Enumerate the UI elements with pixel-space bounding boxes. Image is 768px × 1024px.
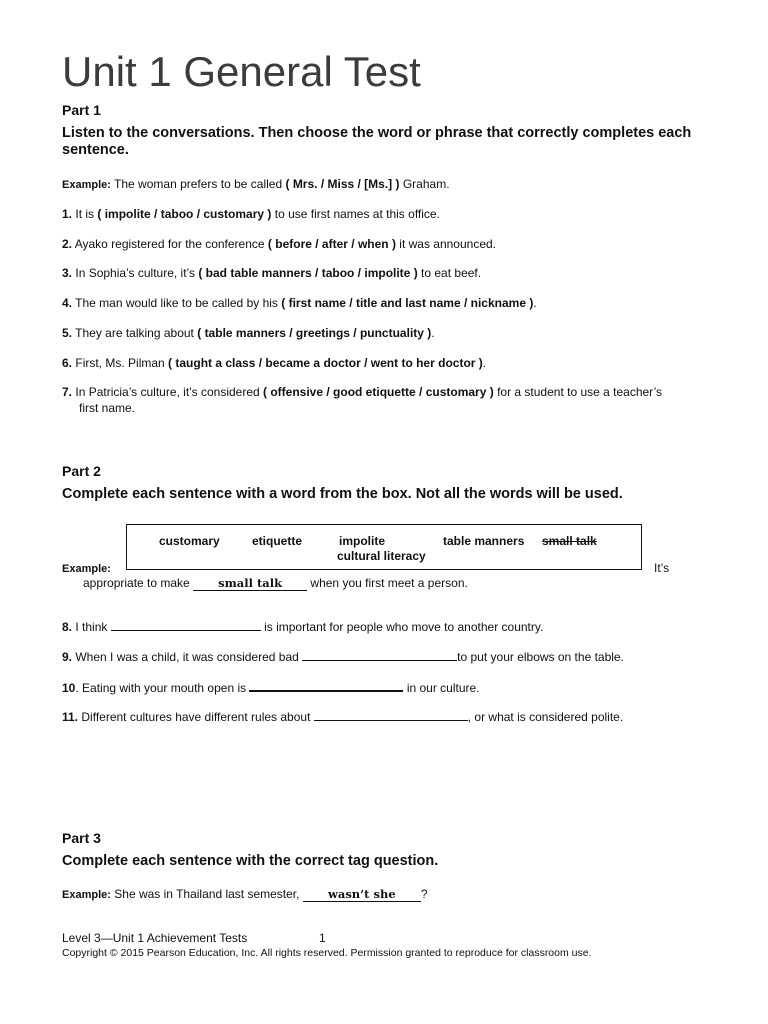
item-text: . Eating with your mouth open is [75,681,247,695]
part1-item-4 [62,295,722,311]
item-number: 1. [62,207,73,221]
part1-item-2 [62,236,722,252]
item-text: In Patricia’s culture, it’s considered [75,385,260,399]
item-choices[interactable]: ( taught a class / became a doctor / went to her doctor ) [168,356,483,370]
part2-example-label: Example: [62,563,111,575]
box-word: customary [159,534,220,548]
box-word: table manners [443,534,525,548]
item-choices[interactable]: ( bad table manners / taboo / impolite ) [198,266,418,280]
item-post: , or what is considered polite. [467,710,624,724]
part2-item-9 [62,647,722,665]
item-number: 6. [62,356,73,370]
item-post: . [431,326,435,340]
example-choices: ( Mrs. / Miss / [Ms.] ) [285,177,400,191]
part3-heading: Part 3 [62,830,101,846]
part1-item-3 [62,265,722,281]
item-post: is important for people who move to another country. [264,620,544,634]
item-choices[interactable]: ( first name / title and last name / nickname ) [281,296,534,310]
part1-item-5 [62,325,722,341]
item-post: in our culture. [406,681,480,695]
item-number: 4. [62,296,73,310]
part1-item-1 [62,206,722,222]
item-post: it was announced. [399,237,497,251]
box-word-used: small talk [542,534,597,548]
item-choices[interactable]: ( impolite / taboo / customary ) [97,207,272,221]
item-text: I think [75,620,108,634]
part1-item-7 [62,384,722,400]
item-number: 8. [62,620,73,634]
example-post: Graham. [402,177,450,191]
part2-instruction: Complete each sentence with a word from the box. Not all the words will be used. [62,486,623,502]
part2-example [83,575,683,591]
item-text: When I was a child, it was considered bad [75,650,299,664]
example-post: ? [420,887,428,901]
item-text: Different cultures have different rules about [81,710,311,724]
box-word: etiquette [252,534,303,548]
part1-item-6 [62,355,722,371]
item-number: 2. [62,237,73,251]
footer-copyright: Copyright © 2015 Pearson Education, Inc. All rights reserved. Permission granted to reproduce for classroom use. [62,947,592,959]
item-text: It is [75,207,95,221]
example-post: when you first meet a person. [310,576,468,590]
answer-blank[interactable] [111,617,261,631]
part1-item-7-continued: first name. [79,401,136,415]
item-text: In Sophia’s culture, it’s [75,266,195,280]
item-post: to eat beef. [421,266,482,280]
box-word: cultural literacy [337,549,426,563]
item-post: to use first names at this office. [274,207,440,221]
item-number: 10 [62,681,76,695]
item-text: Ayako registered for the conference [74,237,265,251]
answer-blank[interactable] [314,707,468,721]
part2-example-trail: It’s [654,561,670,575]
item-text: First, Ms. Pilman [75,356,165,370]
part2-item-8 [62,617,722,635]
item-post: to put your elbows on the table. [457,650,624,664]
word-box [126,524,642,570]
answer-blank[interactable] [302,647,457,661]
page-number: 1 [319,931,326,945]
part1-example [62,176,722,193]
part2-item-11 [62,707,722,725]
part2-item-10 [62,677,722,696]
item-number: 11. [62,710,79,724]
example-label: Example: [62,889,111,901]
part1-instruction: Listen to the conversations. Then choose the word or phrase that correctly completes each sentence. [62,125,692,158]
footer-level: Level 3—Unit 1 Achievement Tests [62,931,248,945]
item-choices[interactable]: ( table manners / greetings / punctuality ) [197,326,432,340]
item-number: 3. [62,266,73,280]
example-answer: small talk [193,577,307,591]
example-text: appropriate to make [83,576,190,590]
item-post: . [533,296,537,310]
example-answer: wasn’t she [303,888,421,902]
item-text: They are talking about [75,326,194,340]
item-choices[interactable]: ( offensive / good etiquette / customary ) [263,385,494,399]
part2-heading: Part 2 [62,463,101,479]
item-post: . [482,356,487,370]
example-text: She was in Thailand last semester, [114,887,300,901]
item-choices[interactable]: ( before / after / when ) [267,237,396,251]
part3-example [62,886,722,903]
item-number: 9. [62,650,73,664]
item-text: The man would like to be called by his [75,296,278,310]
part3-instruction: Complete each sentence with the correct tag question. [62,853,439,869]
item-number: 5. [62,326,73,340]
example-text: The woman prefers to be called [114,177,283,191]
item-number: 7. [62,385,73,399]
example-label: Example: [62,179,111,191]
part1-heading: Part 1 [62,102,101,118]
box-word: impolite [339,534,386,548]
item-post: for a student to use a teacher’s [497,385,663,399]
page-title: Unit 1 General Test [62,48,421,95]
answer-blank[interactable] [249,677,403,692]
